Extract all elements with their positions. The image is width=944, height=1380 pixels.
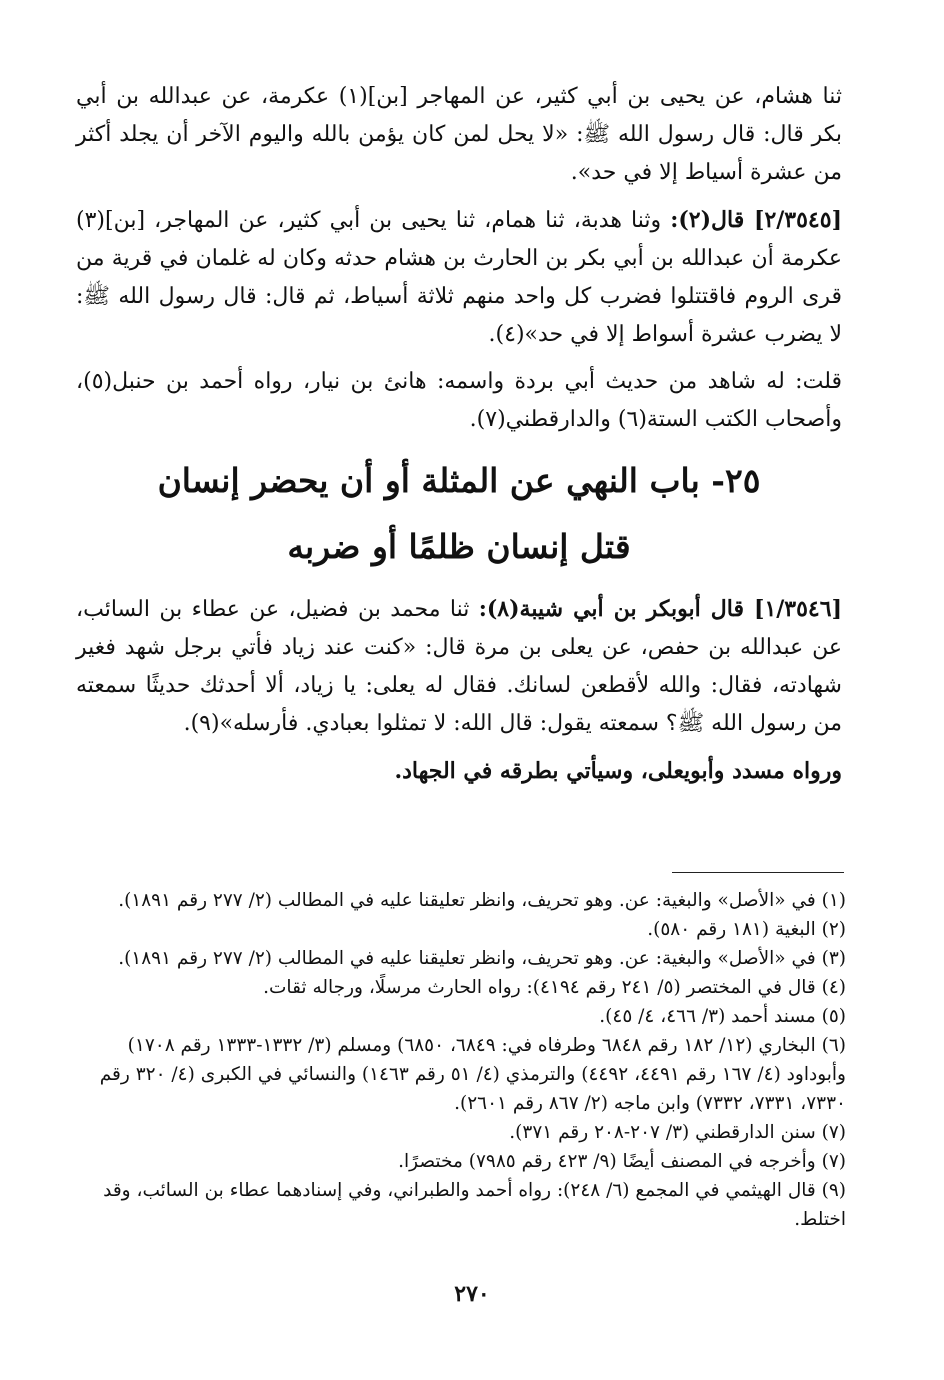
chapter-title-line-2: قتل إنسان ظلمًا أو ضربه — [287, 527, 631, 566]
hadith-number-3545: [٢/٣٥٤٥] قال(٢): — [670, 207, 842, 233]
main-text — [76, 78, 842, 794]
footnote-8: (٧) وأخرجه في المصنف أيضًا (٩/ ٤٢٣ رقم ٧٩٨٥) مختصرًا. — [398, 1151, 846, 1172]
footnote-4: (٤) قال في المختصر (٥/ ٢٤١ رقم ٤١٩٤): رواه الحارث مرسلًا، ورجاله ثقات. — [263, 977, 846, 998]
footnote-6: (٦) البخاري (١٢/ ١٨٢ رقم ٦٨٤٨ وطرفاه في: ٦٨٤٩، ٦٨٥٠) ومسلم (٣/ ١٣٣٢-١٣٣٣ رقم ١٧٠٨) وأبوداود (٤/ ١٦٧ رقم ٤٤٩١، ٤٤٩٢) والترمذي (٤/ ٥١ رقم ١٤٦٣) والنسائي في الكبرى (٤/ ٣٢٠ رقم ٧٣٣٠، ٧٣٣١، ٧٣٣٢) وابن ماجه (٢/ ٨٦٧ رقم ٢٦٠١). — [99, 1035, 846, 1114]
chapter-heading — [76, 448, 842, 580]
hadith-text-3545: وثنا هدبة، ثنا همام، ثنا يحيى بن أبي كثير، عن المهاجر، [بن](٣) عكرمة أن عبدالله بن أبي بكر بن الحارث بن هشام حدثه وكان له غلمان في قرية من قرى الروم فاقتتلوا فضرب كل واحد منهم ثلاثة أسياط، ثم قال: قال رسول الله ﷺ: لا يضرب عشرة أسواط إلا في حد»(٤). — [76, 208, 842, 347]
footnote-9: (٩) قال الهيثمي في المجمع (٦/ ٢٤٨): رواه أحمد والطبراني، وفي إسنادهما عطاء بن السائب، وقد اختلط. — [103, 1180, 846, 1230]
footnotes — [76, 886, 846, 1234]
footnote-separator — [672, 872, 844, 873]
footnote-3: (٣) في «الأصل» والبغية: عن. وهو تحريف، وانظر تعليقنا عليه في المطالب (٢/ ٢٧٧ رقم ١٨٩١). — [118, 948, 846, 969]
footnote-7: (٧) سنن الدارقطني (٣/ ٢٠٧-٢٠٨ رقم ٣٧١). — [509, 1122, 846, 1143]
page-number: ٢٧٠ — [454, 1281, 490, 1307]
hadith-number-3546: [١/٣٥٤٦] قال أبوبكر بن أبي شيبة(٨): — [478, 596, 842, 622]
paragraph-hadith-3545 — [76, 201, 842, 354]
chapter-title-line-1: ٢٥- باب النهي عن المثلة أو أن يحضر إنسان — [157, 461, 761, 500]
paragraph-other-narrations: ورواه مسدد وأبويعلى، وسيأتي بطرقه في الجهاد. — [394, 758, 842, 784]
paragraph-1: ثنا هشام، عن يحيى بن أبي كثير، عن المهاجر [بن](١) عكرمة، عن عبدالله بن أبي بكر قال: قال رسول الله ﷺ: «لا يحل لمن كان يؤمن بالله واليوم الآخر أن يجلد أكثر من عشرة أسياط إلا في حد». — [76, 84, 842, 185]
footnote-1: (١) في «الأصل» والبغية: عن. وهو تحريف، وانظر تعليقنا عليه في المطالب (٢/ ٢٧٧ رقم ١٨٩١). — [118, 890, 846, 911]
hadith-text-3546: ثنا محمد بن فضيل، عن عطاء بن السائب، عن عبدالله بن حفص، عن يعلى بن مرة قال: «كنت عند زياد فأتي برجل شهد فغير شهادته، فقال: والله لأقطعن لسانك. فقال له يعلى: يا زياد، ألا أحدثك حديثًا سمعته من رسول الله ﷺ؟ سمعته يقول: قال الله: لا تمثلوا بعبادي. فأرسله»(٩). — [76, 597, 842, 736]
paragraph-witness-note: قلت: له شاهد من حديث أبي بردة واسمه: هانئ بن نيار، رواه أحمد بن حنبل(٥)، وأصحاب الكتب الستة(٦) والدارقطني(٧). — [76, 369, 842, 432]
footnote-2: (٢) البغية (١٨١ رقم ٥٨٠). — [647, 919, 846, 940]
paragraph-hadith-3546 — [76, 590, 842, 743]
footnote-5: (٥) مسند أحمد (٣/ ٤٦٦، ٤/ ٤٥). — [599, 1006, 846, 1027]
